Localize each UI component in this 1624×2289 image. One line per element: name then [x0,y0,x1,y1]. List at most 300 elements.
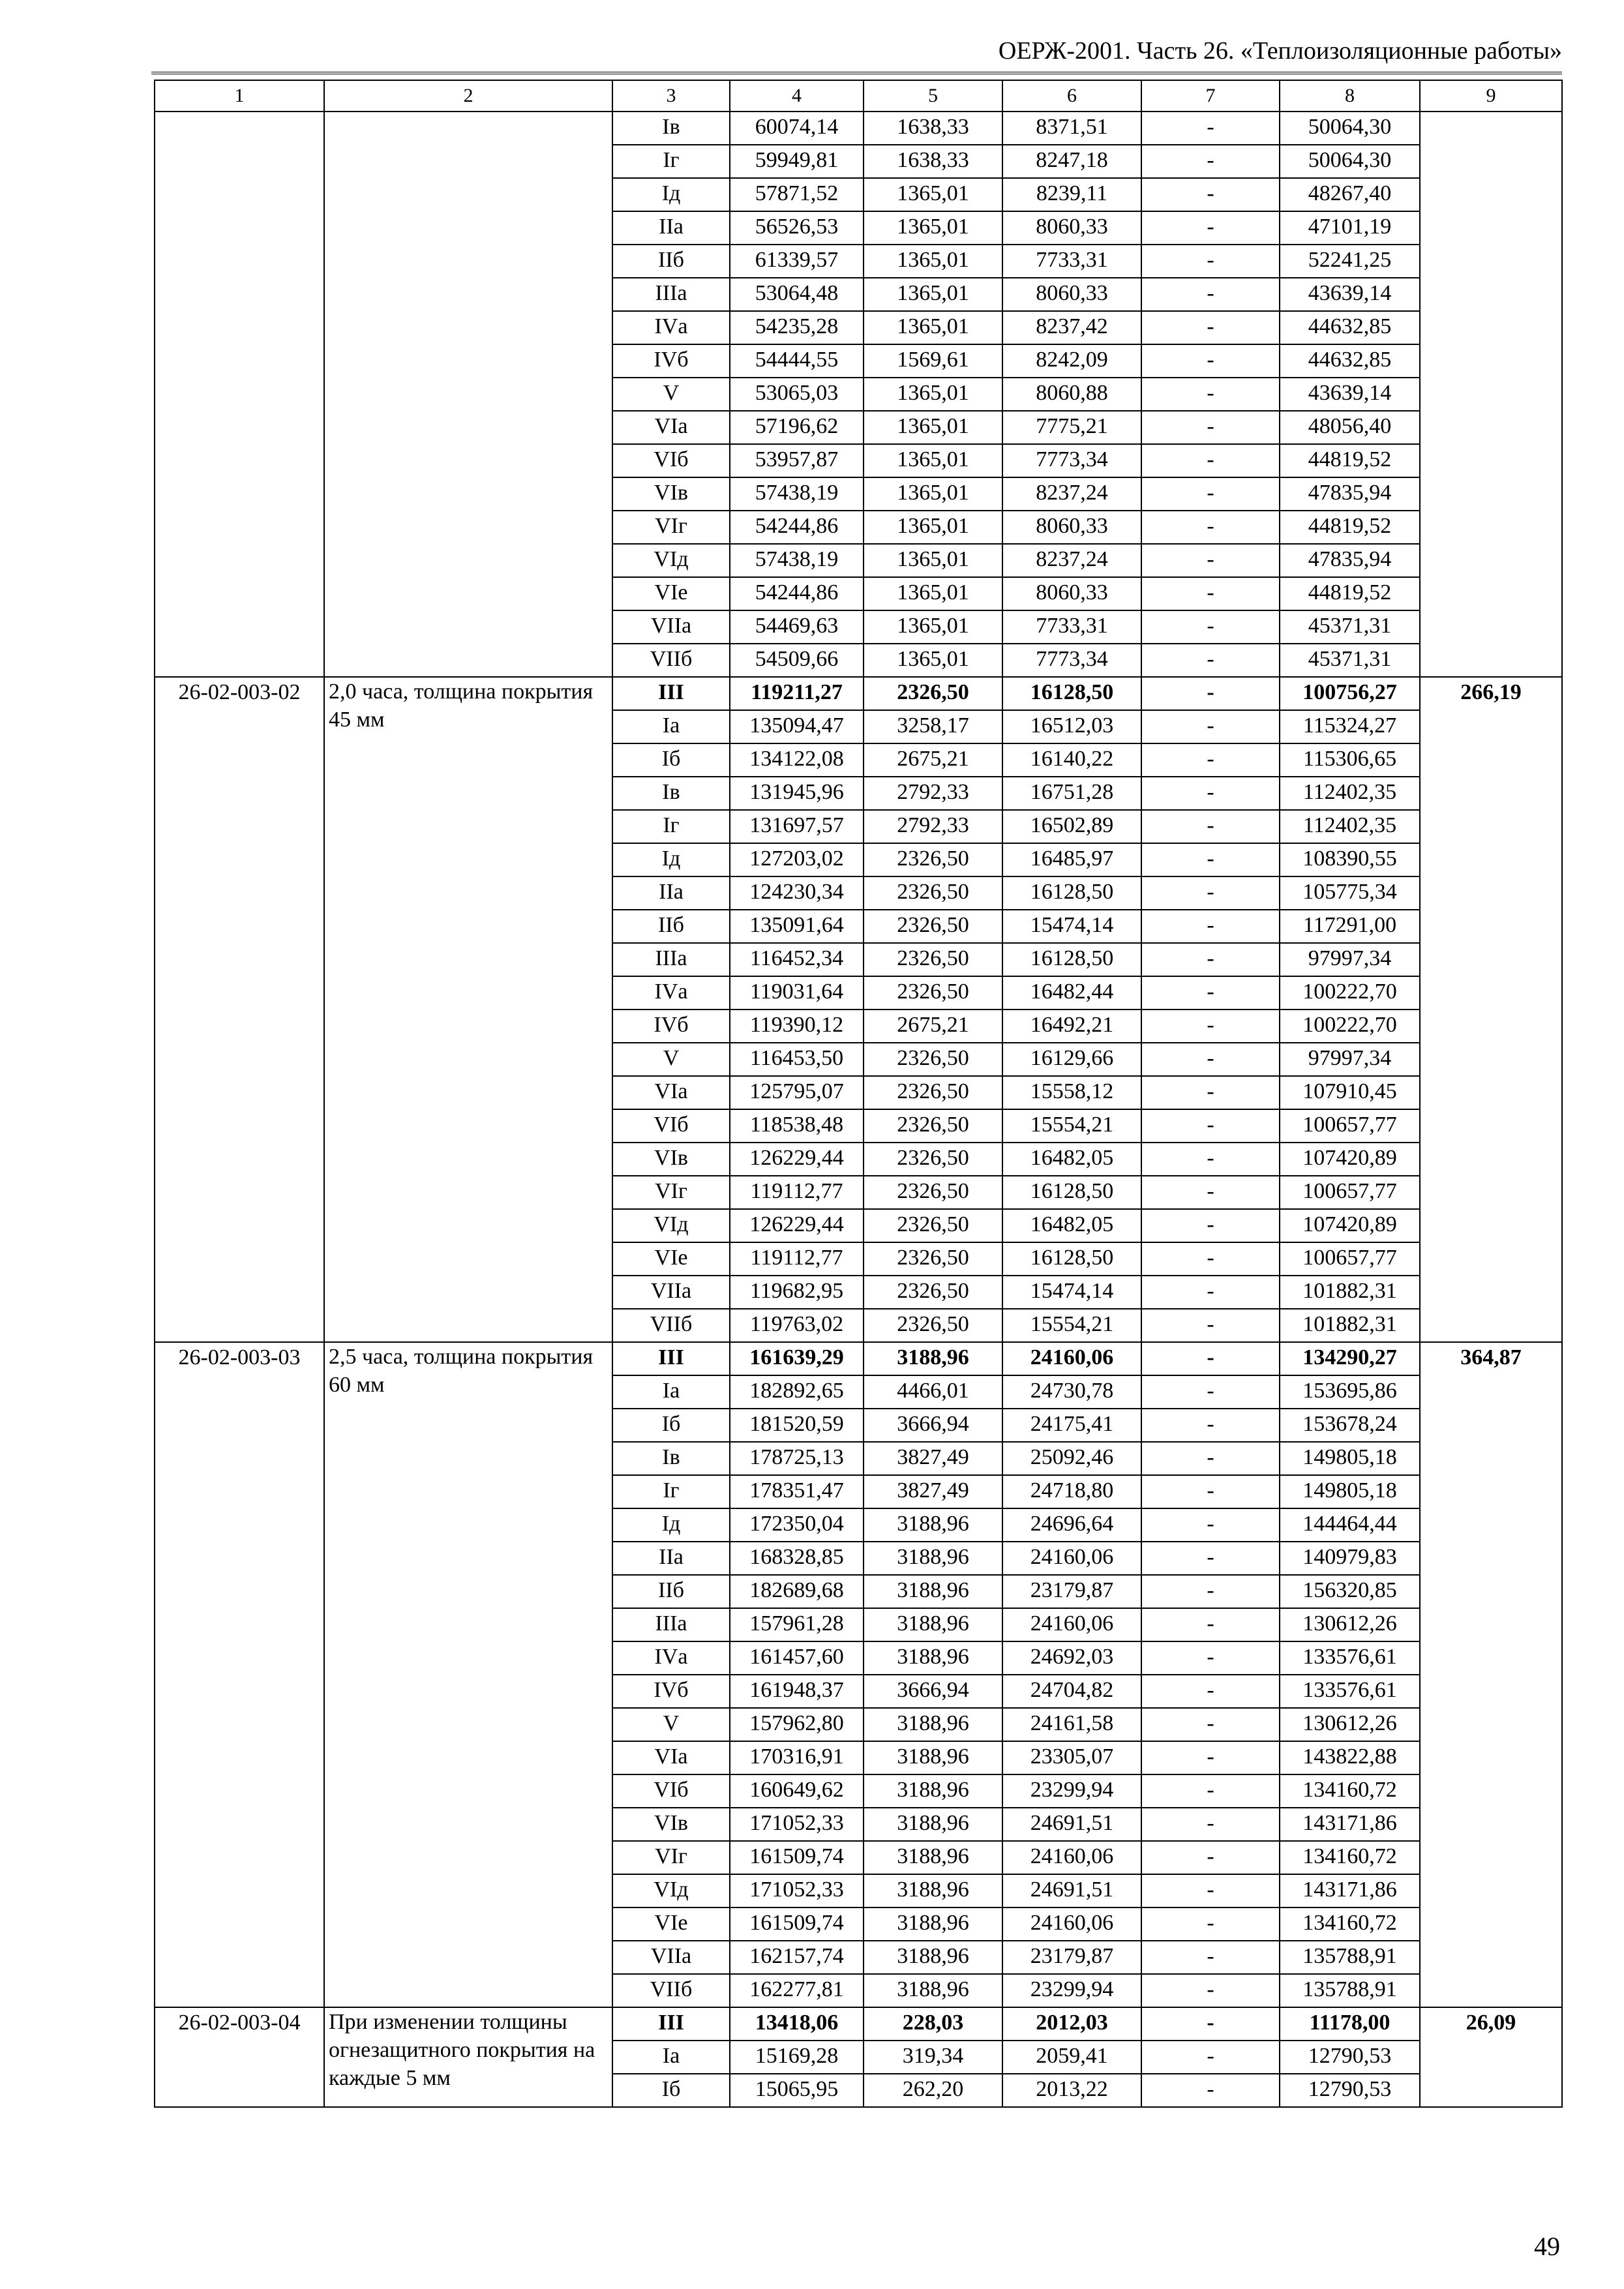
col8-cell: 144464,44 [1280,1508,1420,1542]
col8-cell: 45371,31 [1280,644,1420,677]
col6-cell: 24160,06 [1002,1542,1141,1575]
col4-cell: 162277,81 [730,1974,864,2007]
col5-cell: 3666,94 [864,1409,1002,1442]
zone-cell: IIIа [612,278,730,311]
zone-cell: Iв [612,777,730,810]
col8-cell: 135788,91 [1280,1941,1420,1974]
col4-cell: 15169,28 [730,2041,864,2074]
col7-cell: - [1141,311,1280,344]
col5-cell: 1365,01 [864,178,1002,211]
col5-cell: 3188,96 [864,1542,1002,1575]
col8-cell: 153678,24 [1280,1409,1420,1442]
col6-cell: 23305,07 [1002,1741,1141,1774]
col8-cell: 112402,35 [1280,810,1420,843]
col5-cell: 3188,96 [864,1974,1002,2007]
col5-cell: 319,34 [864,2041,1002,2074]
col4-cell: 59949,81 [730,145,864,178]
col5-cell: 2675,21 [864,1010,1002,1043]
col5-cell: 1365,01 [864,577,1002,610]
col4-cell: 168328,85 [730,1542,864,1575]
col6-cell: 16482,05 [1002,1209,1141,1242]
col5-cell: 1365,01 [864,378,1002,411]
col8-cell: 44632,85 [1280,344,1420,378]
zone-cell: VIд [612,544,730,577]
zone-cell: IIа [612,876,730,910]
col8-cell: 100222,70 [1280,976,1420,1010]
col6-cell: 24691,51 [1002,1808,1141,1841]
zone-cell: III [612,2007,730,2041]
col4-cell: 119112,77 [730,1176,864,1209]
col7-cell: - [1141,444,1280,477]
zone-cell: IIIа [612,1608,730,1641]
rate-description: При изменении толщины огнезащитного покрытия на каждые 5 мм [324,2007,612,2107]
col4-cell: 181520,59 [730,1409,864,1442]
col5-cell: 3188,96 [864,1708,1002,1741]
col5-cell: 3188,96 [864,1342,1002,1375]
zone-cell: Iв [612,112,730,145]
col7-cell: - [1141,1908,1280,1941]
table-row [155,1342,1562,1375]
col7-cell: - [1141,976,1280,1010]
col8-cell: 43639,14 [1280,378,1420,411]
col5-cell: 262,20 [864,2074,1002,2107]
col4-cell: 61339,57 [730,245,864,278]
col8-cell: 115324,27 [1280,710,1420,743]
col7-cell: - [1141,1542,1280,1575]
col5-cell: 2326,50 [864,1076,1002,1109]
col6-cell: 8371,51 [1002,112,1141,145]
zone-cell: VIIа [612,1941,730,1974]
col4-cell: 172350,04 [730,1508,864,1542]
col5-cell: 3188,96 [864,1608,1002,1641]
col4-cell: 54244,86 [730,511,864,544]
col7-cell: - [1141,1409,1280,1442]
col5-cell: 2326,50 [864,1276,1002,1309]
col5-cell: 1365,01 [864,311,1002,344]
zone-cell: VIб [612,1774,730,1808]
col6-cell: 7773,34 [1002,644,1141,677]
zone-cell: VIд [612,1209,730,1242]
col4-cell: 60074,14 [730,112,864,145]
col6-cell: 24718,80 [1002,1475,1141,1508]
col9-cell: 364,87 [1420,1342,1562,2007]
col8-cell: 107910,45 [1280,1076,1420,1109]
col4-cell: 157961,28 [730,1608,864,1641]
col7-cell: - [1141,843,1280,876]
col6-cell: 8247,18 [1002,145,1141,178]
zone-cell: VIг [612,1176,730,1209]
rate-description [324,112,612,677]
col5-cell: 2326,50 [864,1242,1002,1276]
col8-cell: 50064,30 [1280,145,1420,178]
col5-cell: 2326,50 [864,1209,1002,1242]
col4-cell: 116452,34 [730,943,864,976]
col8-cell: 133576,61 [1280,1675,1420,1708]
zone-cell: Iб [612,2074,730,2107]
rates-table-body [155,80,1562,2107]
col7-cell: - [1141,378,1280,411]
col7-cell: - [1141,1708,1280,1741]
col4-cell: 54235,28 [730,311,864,344]
col8-cell: 153695,86 [1280,1375,1420,1409]
col5-cell: 3827,49 [864,1442,1002,1475]
col7-cell: - [1141,112,1280,145]
col6-cell: 15554,21 [1002,1309,1141,1342]
col7-cell: - [1141,910,1280,943]
col6-cell: 16128,50 [1002,677,1141,710]
zone-cell: Iб [612,1409,730,1442]
zone-cell: IVб [612,344,730,378]
col5-cell: 3188,96 [864,1874,1002,1908]
zone-cell: VIIб [612,1309,730,1342]
col9-cell [1420,112,1562,677]
col4-cell: 162157,74 [730,1941,864,1974]
col6-cell: 16482,05 [1002,1143,1141,1176]
col4-cell: 119682,95 [730,1276,864,1309]
col4-cell: 182689,68 [730,1575,864,1608]
col5-cell: 3827,49 [864,1475,1002,1508]
col8-cell: 140979,83 [1280,1542,1420,1575]
col7-cell: - [1141,1043,1280,1076]
col7-cell: - [1141,743,1280,777]
table-row [155,2007,1562,2041]
col5-cell: 3188,96 [864,1508,1002,1542]
col4-cell: 135094,47 [730,710,864,743]
rate-description: 2,0 часа, толщина покрытия 45 мм [324,677,612,1342]
zone-cell: VIв [612,1808,730,1841]
col5-cell: 1365,01 [864,644,1002,677]
col4-cell: 124230,34 [730,876,864,910]
col7-cell: - [1141,876,1280,910]
zone-cell: Iв [612,1442,730,1475]
col5-cell: 1365,01 [864,444,1002,477]
column-number: 5 [864,80,1002,112]
col5-cell: 1365,01 [864,610,1002,644]
page-number: 49 [1534,2232,1560,2261]
col6-cell: 24704,82 [1002,1675,1141,1708]
rate-code: 26-02-003-04 [155,2007,324,2107]
col8-cell: 47101,19 [1280,211,1420,245]
col6-cell: 15474,14 [1002,1276,1141,1309]
col5-cell: 2326,50 [864,876,1002,910]
col5-cell: 3188,96 [864,1808,1002,1841]
col6-cell: 23299,94 [1002,1974,1141,2007]
zone-cell: IVа [612,1641,730,1675]
zone-cell: Iд [612,843,730,876]
col6-cell: 16492,21 [1002,1010,1141,1043]
zone-cell: IIб [612,910,730,943]
col5-cell: 3188,96 [864,1575,1002,1608]
col4-cell: 126229,44 [730,1209,864,1242]
col5-cell: 2326,50 [864,1309,1002,1342]
zone-cell: Iг [612,1475,730,1508]
col4-cell: 161509,74 [730,1908,864,1941]
col7-cell: - [1141,1575,1280,1608]
zone-cell: VIIб [612,644,730,677]
zone-cell: VIг [612,511,730,544]
col4-cell: 119112,77 [730,1242,864,1276]
col8-cell: 149805,18 [1280,1442,1420,1475]
col7-cell: - [1141,1242,1280,1276]
col6-cell: 15554,21 [1002,1109,1141,1143]
col5-cell: 2326,50 [864,910,1002,943]
zone-cell: VIе [612,577,730,610]
col8-cell: 133576,61 [1280,1641,1420,1675]
col4-cell: 161639,29 [730,1342,864,1375]
col6-cell: 2059,41 [1002,2041,1141,2074]
col4-cell: 57196,62 [730,411,864,444]
col8-cell: 97997,34 [1280,943,1420,976]
col4-cell: 118538,48 [730,1109,864,1143]
col7-cell: - [1141,178,1280,211]
col8-cell: 45371,31 [1280,610,1420,644]
col7-cell: - [1141,1774,1280,1808]
col6-cell: 24161,58 [1002,1708,1141,1741]
col4-cell: 161509,74 [730,1841,864,1874]
column-number: 3 [612,80,730,112]
col6-cell: 15474,14 [1002,910,1141,943]
col4-cell: 157962,80 [730,1708,864,1741]
zone-cell: IVа [612,311,730,344]
zone-cell: IVб [612,1010,730,1043]
col7-cell: - [1141,211,1280,245]
zone-cell: Iд [612,178,730,211]
col6-cell: 16502,89 [1002,810,1141,843]
col5-cell: 1365,01 [864,511,1002,544]
col7-cell: - [1141,1209,1280,1242]
col7-cell: - [1141,1608,1280,1641]
col5-cell: 1569,61 [864,344,1002,378]
column-number: 4 [730,80,864,112]
zone-cell: VIIа [612,610,730,644]
zone-cell: IIа [612,211,730,245]
col5-cell: 2792,33 [864,810,1002,843]
col4-cell: 160649,62 [730,1774,864,1808]
col6-cell: 16751,28 [1002,777,1141,810]
col6-cell: 8237,42 [1002,311,1141,344]
col8-cell: 143171,86 [1280,1808,1420,1841]
col4-cell: 54469,63 [730,610,864,644]
col8-cell: 100657,77 [1280,1109,1420,1143]
col6-cell: 2013,22 [1002,2074,1141,2107]
column-number: 9 [1420,80,1562,112]
col8-cell: 107420,89 [1280,1209,1420,1242]
col4-cell: 13418,06 [730,2007,864,2041]
col6-cell: 7773,34 [1002,444,1141,477]
column-number-row [155,80,1562,112]
col7-cell: - [1141,610,1280,644]
zone-cell: VIв [612,1143,730,1176]
zone-cell: Iг [612,145,730,178]
col7-cell: - [1141,1076,1280,1109]
col8-cell: 134160,72 [1280,1774,1420,1808]
col6-cell: 24730,78 [1002,1375,1141,1409]
col7-cell: - [1141,810,1280,843]
col8-cell: 44819,52 [1280,511,1420,544]
col6-cell: 8060,33 [1002,211,1141,245]
col4-cell: 170316,91 [730,1741,864,1774]
rates-table [154,80,1563,2108]
col5-cell: 2326,50 [864,843,1002,876]
zone-cell: VIе [612,1908,730,1941]
zone-cell: VIIа [612,1276,730,1309]
col8-cell: 143171,86 [1280,1874,1420,1908]
col5-cell: 228,03 [864,2007,1002,2041]
col5-cell: 2326,50 [864,943,1002,976]
col8-cell: 108390,55 [1280,843,1420,876]
col4-cell: 171052,33 [730,1808,864,1841]
col7-cell: - [1141,145,1280,178]
col8-cell: 100657,77 [1280,1176,1420,1209]
zone-cell: Iа [612,1375,730,1409]
col5-cell: 1638,33 [864,145,1002,178]
col8-cell: 107420,89 [1280,1143,1420,1176]
zone-cell: VIа [612,1076,730,1109]
col8-cell: 134160,72 [1280,1908,1420,1941]
column-number: 7 [1141,80,1280,112]
col7-cell: - [1141,1109,1280,1143]
col4-cell: 178725,13 [730,1442,864,1475]
col6-cell: 24692,03 [1002,1641,1141,1675]
col7-cell: - [1141,1342,1280,1375]
col7-cell: - [1141,344,1280,378]
col9-cell: 266,19 [1420,677,1562,1342]
col5-cell: 1365,01 [864,477,1002,511]
col4-cell: 119031,64 [730,976,864,1010]
col5-cell: 3666,94 [864,1675,1002,1708]
table-row [155,677,1562,710]
col7-cell: - [1141,677,1280,710]
col8-cell: 12790,53 [1280,2041,1420,2074]
col5-cell: 1365,01 [864,544,1002,577]
col8-cell: 44819,52 [1280,444,1420,477]
col6-cell: 23299,94 [1002,1774,1141,1808]
zone-cell: V [612,378,730,411]
column-number: 8 [1280,80,1420,112]
column-number: 1 [155,80,324,112]
col4-cell: 125795,07 [730,1076,864,1109]
col8-cell: 47835,94 [1280,477,1420,511]
running-header: ОЕРЖ-2001. Часть 26. «Теплоизоляционные работы» [998,37,1562,65]
col7-cell: - [1141,1276,1280,1309]
zone-cell: Iб [612,743,730,777]
col8-cell: 48056,40 [1280,411,1420,444]
col6-cell: 8060,33 [1002,511,1141,544]
column-number: 6 [1002,80,1141,112]
col7-cell: - [1141,1941,1280,1974]
col6-cell: 16128,50 [1002,1242,1141,1276]
col7-cell: - [1141,511,1280,544]
col8-cell: 11178,00 [1280,2007,1420,2041]
rate-description: 2,5 часа, толщина покрытия 60 мм [324,1342,612,2007]
col6-cell: 16128,50 [1002,1176,1141,1209]
col7-cell: - [1141,644,1280,677]
col7-cell: - [1141,2041,1280,2074]
col8-cell: 112402,35 [1280,777,1420,810]
header-divider [151,72,1562,74]
zone-cell: VIг [612,1841,730,1874]
col6-cell: 24691,51 [1002,1874,1141,1908]
col8-cell: 43639,14 [1280,278,1420,311]
zone-cell: IVб [612,1675,730,1708]
col8-cell: 149805,18 [1280,1475,1420,1508]
col8-cell: 101882,31 [1280,1276,1420,1309]
col8-cell: 100657,77 [1280,1242,1420,1276]
col5-cell: 2326,50 [864,677,1002,710]
col4-cell: 57871,52 [730,178,864,211]
col7-cell: - [1141,2074,1280,2107]
zone-cell: VIд [612,1874,730,1908]
col4-cell: 57438,19 [730,477,864,511]
col5-cell: 3258,17 [864,710,1002,743]
col8-cell: 105775,34 [1280,876,1420,910]
rate-code: 26-02-003-03 [155,1342,324,2007]
col5-cell: 3188,96 [864,1741,1002,1774]
col4-cell: 53065,03 [730,378,864,411]
zone-cell: V [612,1043,730,1076]
col8-cell: 100222,70 [1280,1010,1420,1043]
col8-cell: 44819,52 [1280,577,1420,610]
col4-cell: 54444,55 [730,344,864,378]
col4-cell: 135091,64 [730,910,864,943]
col7-cell: - [1141,1974,1280,2007]
col6-cell: 16485,97 [1002,843,1141,876]
col4-cell: 54244,86 [730,577,864,610]
zone-cell: VIб [612,1109,730,1143]
col7-cell: - [1141,544,1280,577]
zone-cell: III [612,1342,730,1375]
col4-cell: 15065,95 [730,2074,864,2107]
col7-cell: - [1141,1442,1280,1475]
col8-cell: 134160,72 [1280,1841,1420,1874]
col4-cell: 131945,96 [730,777,864,810]
col5-cell: 2326,50 [864,1176,1002,1209]
col6-cell: 23179,87 [1002,1941,1141,1974]
col5-cell: 3188,96 [864,1908,1002,1941]
col4-cell: 178351,47 [730,1475,864,1508]
col6-cell: 8242,09 [1002,344,1141,378]
col6-cell: 8237,24 [1002,477,1141,511]
col5-cell: 2326,50 [864,1143,1002,1176]
col8-cell: 130612,26 [1280,1608,1420,1641]
col4-cell: 171052,33 [730,1874,864,1908]
zone-cell: III [612,677,730,710]
col6-cell: 16128,50 [1002,943,1141,976]
zone-cell: IIб [612,245,730,278]
col5-cell: 3188,96 [864,1774,1002,1808]
col5-cell: 2675,21 [864,743,1002,777]
col7-cell: - [1141,411,1280,444]
col4-cell: 119211,27 [730,677,864,710]
col8-cell: 134290,27 [1280,1342,1420,1375]
rate-code: 26-02-003-02 [155,677,324,1342]
zone-cell: Iг [612,810,730,843]
col7-cell: - [1141,477,1280,511]
col6-cell: 8237,24 [1002,544,1141,577]
zone-cell: VIа [612,1741,730,1774]
col4-cell: 126229,44 [730,1143,864,1176]
col6-cell: 15558,12 [1002,1076,1141,1109]
col5-cell: 4466,01 [864,1375,1002,1409]
col7-cell: - [1141,1176,1280,1209]
col7-cell: - [1141,1841,1280,1874]
col8-cell: 47835,94 [1280,544,1420,577]
col6-cell: 8060,33 [1002,278,1141,311]
col4-cell: 54509,66 [730,644,864,677]
col6-cell: 16128,50 [1002,876,1141,910]
col7-cell: - [1141,1641,1280,1675]
col6-cell: 25092,46 [1002,1442,1141,1475]
